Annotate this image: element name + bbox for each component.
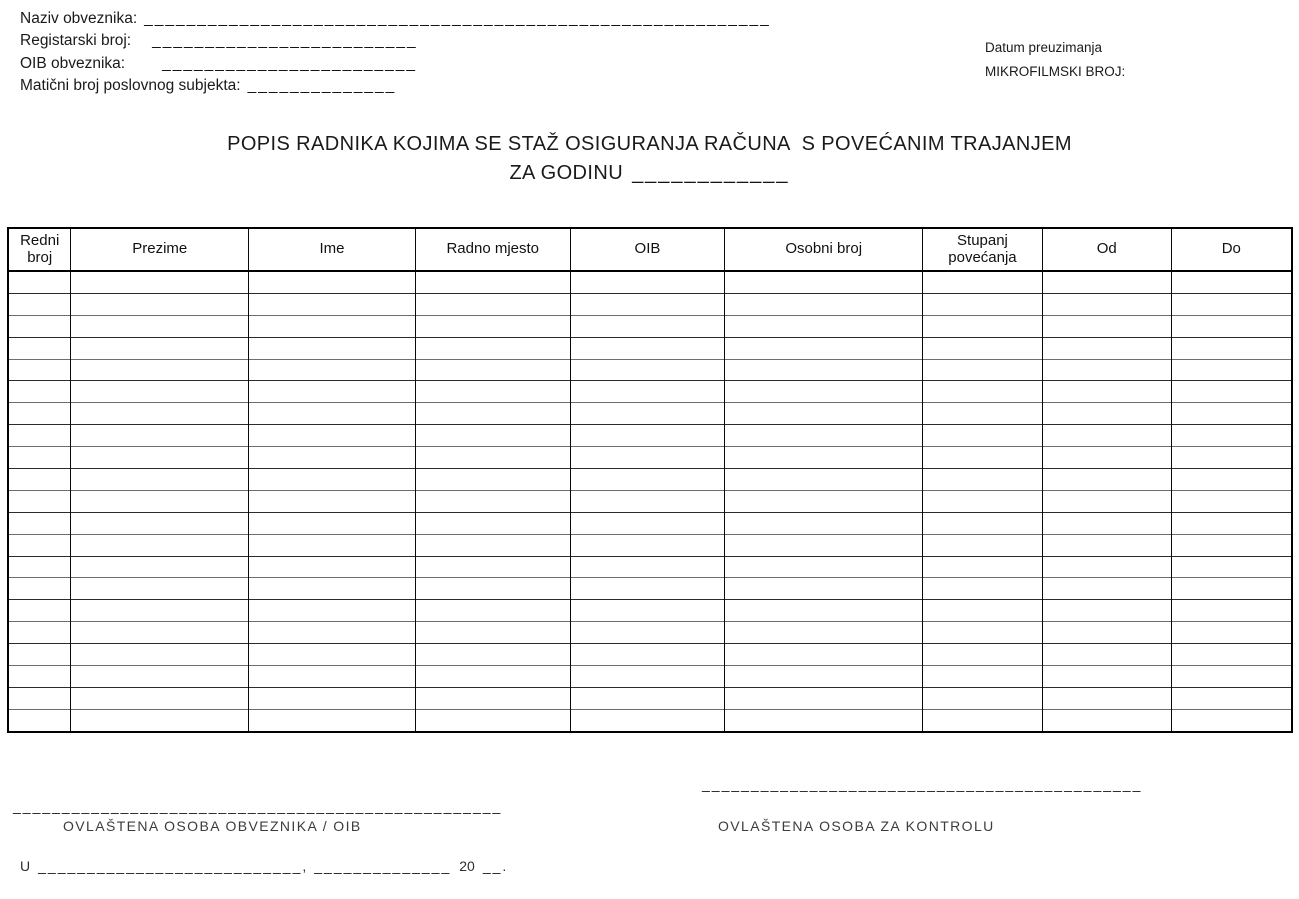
table-cell <box>570 469 725 491</box>
table-cell <box>415 578 570 600</box>
table-cell <box>923 315 1043 337</box>
table-cell <box>923 578 1043 600</box>
table-cell <box>1171 709 1292 731</box>
table-cell <box>1042 666 1171 688</box>
table-cell <box>71 578 249 600</box>
table-cell <box>570 600 725 622</box>
table-cell <box>71 687 249 709</box>
table-cell <box>1042 447 1171 469</box>
table-cell <box>725 600 923 622</box>
table-row <box>8 293 1292 315</box>
table-cell <box>249 337 416 359</box>
table-cell <box>725 425 923 447</box>
field-label: Matični broj poslovnog subjekta: <box>20 77 241 95</box>
table-cell <box>71 293 249 315</box>
table-cell <box>415 337 570 359</box>
table-cell <box>1171 622 1292 644</box>
table-cell <box>415 709 570 731</box>
table-cell <box>570 512 725 534</box>
table-cell <box>8 666 71 688</box>
table-cell <box>71 600 249 622</box>
table-cell <box>570 687 725 709</box>
table-cell <box>570 578 725 600</box>
table-cell <box>923 512 1043 534</box>
table-cell <box>725 512 923 534</box>
table-cell <box>1171 687 1292 709</box>
table-cell <box>570 425 725 447</box>
table-cell <box>1042 512 1171 534</box>
table-cell <box>415 512 570 534</box>
table-cell <box>570 622 725 644</box>
table-cell <box>415 622 570 644</box>
table-cell <box>725 337 923 359</box>
place-blank-line: ___________________________ <box>38 858 303 874</box>
table-cell <box>923 337 1043 359</box>
table-cell <box>923 447 1043 469</box>
table-cell <box>415 469 570 491</box>
field-label: Naziv obveznika: <box>20 10 138 27</box>
table-row <box>8 403 1292 425</box>
table-cell <box>1042 359 1171 381</box>
table-row <box>8 687 1292 709</box>
table-cell <box>249 469 416 491</box>
field-label: OIB obveznika: <box>20 54 126 72</box>
form-title <box>0 130 1299 188</box>
table-cell <box>923 271 1043 293</box>
table-cell <box>725 359 923 381</box>
table-cell <box>8 293 71 315</box>
table-cell <box>415 293 570 315</box>
table-row <box>8 622 1292 644</box>
year-blank-line: ____________ <box>632 162 790 184</box>
table-cell <box>249 490 416 512</box>
column-header-3: Ime <box>249 228 416 271</box>
table-cell <box>1042 315 1171 337</box>
table-cell <box>1171 425 1292 447</box>
archival-block <box>985 36 1125 84</box>
table-cell <box>71 271 249 293</box>
column-header-8: Od <box>1042 228 1171 271</box>
table-cell <box>725 293 923 315</box>
table-cell <box>249 556 416 578</box>
table-cell <box>415 534 570 556</box>
table-cell <box>8 578 71 600</box>
field-registarski-broj <box>20 30 771 52</box>
table-cell <box>1042 469 1171 491</box>
table-row <box>8 556 1292 578</box>
table-cell <box>1171 315 1292 337</box>
table-cell <box>1171 512 1292 534</box>
table-cell <box>923 666 1043 688</box>
table-row <box>8 315 1292 337</box>
table-cell <box>570 447 725 469</box>
table-cell <box>249 512 416 534</box>
form-title-line2 <box>0 159 1299 188</box>
table-cell <box>1042 622 1171 644</box>
place-prefix: U <box>20 858 31 874</box>
table-cell <box>71 447 249 469</box>
table-cell <box>923 556 1043 578</box>
table-cell <box>923 381 1043 403</box>
table-cell <box>71 622 249 644</box>
year-prefix: 20 <box>459 858 475 874</box>
mikrofilmski-broj-label: MIKROFILMSKI BROJ: <box>985 64 1126 79</box>
table-cell <box>1042 403 1171 425</box>
place-date-line <box>20 858 506 874</box>
table-cell <box>570 666 725 688</box>
table-cell <box>725 381 923 403</box>
table-cell <box>249 271 416 293</box>
table-cell <box>725 709 923 731</box>
table-cell <box>415 666 570 688</box>
table-cell <box>923 622 1043 644</box>
workers-table <box>7 227 1293 733</box>
table-cell <box>1042 600 1171 622</box>
table-cell <box>570 271 725 293</box>
table-cell <box>1171 666 1292 688</box>
obligor-signature-line: __________________________________________________ <box>13 798 503 814</box>
table-cell <box>249 687 416 709</box>
table-row <box>8 600 1292 622</box>
table-cell <box>249 359 416 381</box>
table-cell <box>1171 381 1292 403</box>
table-cell <box>570 534 725 556</box>
table-cell <box>8 469 71 491</box>
date-blank-line: ______________ <box>314 858 452 874</box>
field-oib-obveznika <box>20 53 771 75</box>
table-cell <box>249 534 416 556</box>
table-cell <box>71 359 249 381</box>
column-header-9: Do <box>1171 228 1292 271</box>
obligor-signature-label: OVLAŠTENA OSOBA OBVEZNIKA / OIB <box>63 818 362 834</box>
table-cell <box>8 447 71 469</box>
control-signature-label: OVLAŠTENA OSOBA ZA KONTROLU <box>718 818 995 834</box>
table-cell <box>1042 381 1171 403</box>
table-cell <box>923 469 1043 491</box>
table-cell <box>1171 447 1292 469</box>
table-cell <box>71 556 249 578</box>
table-cell <box>570 403 725 425</box>
table-cell <box>725 644 923 666</box>
table-cell <box>1171 337 1292 359</box>
table-cell <box>1042 271 1171 293</box>
table-cell <box>923 709 1043 731</box>
table-cell <box>8 534 71 556</box>
table-cell <box>71 534 249 556</box>
column-header-5: OIB <box>570 228 725 271</box>
table-row <box>8 512 1292 534</box>
table-row <box>8 578 1292 600</box>
table-cell <box>8 687 71 709</box>
table-cell <box>725 469 923 491</box>
year-digits-blank: __ <box>482 858 503 874</box>
table-cell <box>8 271 71 293</box>
table-cell <box>8 512 71 534</box>
table-cell <box>1042 425 1171 447</box>
table-cell <box>570 490 725 512</box>
table-cell <box>8 556 71 578</box>
table-cell <box>415 381 570 403</box>
table-row <box>8 644 1292 666</box>
field-maticni-broj <box>20 75 771 97</box>
table-cell <box>415 359 570 381</box>
table-cell <box>725 271 923 293</box>
table-header-row <box>8 228 1292 271</box>
table-cell <box>725 622 923 644</box>
table-cell <box>1042 337 1171 359</box>
table-row <box>8 447 1292 469</box>
table-cell <box>8 490 71 512</box>
table-row <box>8 359 1292 381</box>
table-cell <box>1042 534 1171 556</box>
table-cell <box>71 381 249 403</box>
table-row <box>8 709 1292 731</box>
table-cell <box>249 578 416 600</box>
table-cell <box>249 381 416 403</box>
table-cell <box>8 359 71 381</box>
table-cell <box>415 644 570 666</box>
table-row <box>8 381 1292 403</box>
table-cell <box>8 622 71 644</box>
table-cell <box>415 425 570 447</box>
table-cell <box>923 600 1043 622</box>
table-cell <box>8 337 71 359</box>
table-cell <box>71 403 249 425</box>
table-cell <box>8 600 71 622</box>
table-cell <box>249 666 416 688</box>
column-header-1: Redni broj <box>8 228 71 271</box>
field-label: Registarski broj: <box>20 32 132 50</box>
field-blank-line: ___________________________________________________________ <box>144 10 771 27</box>
table-cell <box>8 315 71 337</box>
table-cell <box>923 644 1043 666</box>
table-cell <box>71 469 249 491</box>
table-cell <box>1171 600 1292 622</box>
table-cell <box>415 490 570 512</box>
table-cell <box>725 687 923 709</box>
table-cell <box>71 490 249 512</box>
table-cell <box>1171 403 1292 425</box>
period: . <box>502 858 507 874</box>
table-row <box>8 271 1292 293</box>
table-cell <box>1042 490 1171 512</box>
table-cell <box>8 381 71 403</box>
datum-preuzimanja-label: Datum preuzimanja <box>985 40 1103 55</box>
table-cell <box>725 490 923 512</box>
table-cell <box>570 709 725 731</box>
table-cell <box>570 315 725 337</box>
table-cell <box>8 425 71 447</box>
obligor-fields <box>20 8 771 98</box>
table-cell <box>1171 271 1292 293</box>
table-cell <box>725 447 923 469</box>
table-cell <box>1171 578 1292 600</box>
table-cell <box>249 447 416 469</box>
table-cell <box>249 293 416 315</box>
table-cell <box>415 271 570 293</box>
table-cell <box>415 600 570 622</box>
table-cell <box>725 666 923 688</box>
table-cell <box>923 403 1043 425</box>
table-cell <box>1042 709 1171 731</box>
table-cell <box>249 622 416 644</box>
column-header-7: Stupanj povećanja <box>923 228 1043 271</box>
table-cell <box>1042 293 1171 315</box>
table-cell <box>1042 556 1171 578</box>
table-cell <box>71 709 249 731</box>
table-body <box>8 271 1292 732</box>
table-cell <box>71 644 249 666</box>
table-cell <box>570 556 725 578</box>
column-header-6: Osobni broj <box>725 228 923 271</box>
control-signature-line: _____________________________________________ <box>702 776 1143 792</box>
table-cell <box>71 425 249 447</box>
table-cell <box>249 600 416 622</box>
table-cell <box>8 709 71 731</box>
table-cell <box>570 644 725 666</box>
table-cell <box>71 315 249 337</box>
table-row <box>8 534 1292 556</box>
table-cell <box>1171 556 1292 578</box>
table-row <box>8 490 1292 512</box>
table-row <box>8 666 1292 688</box>
table-cell <box>570 381 725 403</box>
table-cell <box>415 315 570 337</box>
table-cell <box>923 293 1043 315</box>
table-cell <box>415 687 570 709</box>
table-cell <box>1171 359 1292 381</box>
table-row <box>8 425 1292 447</box>
table-cell <box>8 403 71 425</box>
table-cell <box>71 337 249 359</box>
table-cell <box>249 315 416 337</box>
table-cell <box>1171 644 1292 666</box>
table-cell <box>1171 490 1292 512</box>
table-cell <box>1042 578 1171 600</box>
table-cell <box>725 556 923 578</box>
field-blank-line: _________________________ <box>152 32 418 50</box>
table-cell <box>8 644 71 666</box>
table-cell <box>249 644 416 666</box>
table-cell <box>923 425 1043 447</box>
table-cell <box>570 337 725 359</box>
table-cell <box>1171 469 1292 491</box>
table-cell <box>923 490 1043 512</box>
table-cell <box>725 578 923 600</box>
form-title-line1: POPIS RADNIKA KOJIMA SE STAŽ OSIGURANJA RAČUNA S POVEĆANIM TRAJANJEM <box>227 133 1072 155</box>
column-header-2: Prezime <box>71 228 249 271</box>
table-cell <box>725 315 923 337</box>
table-cell <box>1042 687 1171 709</box>
table-cell <box>725 403 923 425</box>
column-header-4: Radno mjesto <box>415 228 570 271</box>
field-blank-line: ________________________ <box>162 54 417 72</box>
table-row <box>8 469 1292 491</box>
table-cell <box>923 534 1043 556</box>
table-cell <box>71 512 249 534</box>
field-naziv-obveznika <box>20 8 771 30</box>
table-cell <box>415 447 570 469</box>
table-cell <box>570 359 725 381</box>
table-cell <box>923 359 1043 381</box>
table-cell <box>249 403 416 425</box>
field-blank-line: ______________ <box>247 77 397 95</box>
table-cell <box>415 403 570 425</box>
table-row <box>8 337 1292 359</box>
table-cell <box>249 425 416 447</box>
table-cell <box>725 534 923 556</box>
table-cell <box>249 709 416 731</box>
table-cell <box>1042 644 1171 666</box>
za-godinu-label: ZA GODINU <box>509 162 624 184</box>
table-cell <box>1171 534 1292 556</box>
table-cell <box>71 666 249 688</box>
table-cell <box>1171 293 1292 315</box>
comma: , <box>302 858 307 874</box>
table-cell <box>415 556 570 578</box>
table-cell <box>570 293 725 315</box>
table-cell <box>923 687 1043 709</box>
